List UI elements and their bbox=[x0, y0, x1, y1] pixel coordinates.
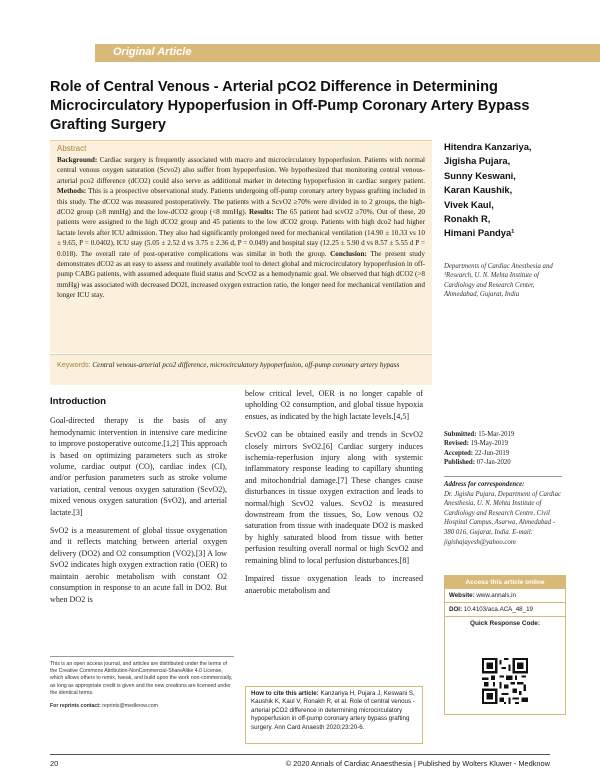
license-note bbox=[50, 656, 234, 710]
body-paragraph: below critical level, OER is no longer capable of upholding O2 consumption, and global tissue hypoxia ensues, as indicated by the high lactate levels.[4,5] bbox=[245, 389, 423, 421]
website-label: Website: bbox=[449, 592, 475, 599]
qr-code-icon[interactable] bbox=[482, 658, 528, 704]
results-label: Results: bbox=[248, 208, 274, 217]
background-text: Cardiac surgery is frequently associated with macro and microcirculatory hypoperfusion. Patients with normal central venous oxygen saturation (Scvo2) also suffer from hypoperfusion. We hypothesized that monitoring central venous-arterial pco2 difference (dCO2) could also serve as additional marker in detecting hypoperfusion in cardiac surgery patient. bbox=[57, 156, 426, 185]
author-name: Ronakh R, bbox=[444, 213, 491, 225]
reprints-line bbox=[50, 703, 234, 710]
abstract-box bbox=[50, 140, 432, 353]
article-type-label: Original Article bbox=[113, 46, 192, 58]
doi-line bbox=[445, 603, 565, 617]
correspondence-text: Dr. Jigisha Pujara, Department of Cardiac Anesthesia, U. N. Mehta Institute of Cardiology and Research Centre, Civil Hospital Campus, Asarwa, Ahmedabad - 380 016, Gujarat, India. E-mail: jigishajayesh@yahoo.com bbox=[444, 490, 561, 546]
body-column-right bbox=[245, 388, 423, 603]
author-name: Himani Pandya¹ bbox=[444, 227, 515, 239]
author-name: Sunny Keswani, bbox=[444, 169, 516, 181]
page-footer bbox=[50, 754, 550, 768]
submitted-label: Submitted: bbox=[444, 431, 477, 438]
abstract-heading: Abstract bbox=[57, 144, 87, 153]
how-to-cite-label: How to cite this article: bbox=[251, 690, 319, 697]
website-link[interactable]: www.annals.in bbox=[476, 592, 516, 599]
doi-link[interactable]: 10.4103/aca.ACA_48_19 bbox=[463, 606, 533, 613]
methods-text: This is a prospective observational study. Patients undergoing off-pump coronary artery bypass grafting included in this study. The dCO2 was measured postoperatively. The patients with a ScvO2 ≥70% were divided in to 2 groups, the high-dCO2 group (≥8 mmHg) and the low-dCO2 group (<8 mmHg). bbox=[57, 187, 425, 217]
article-type-banner bbox=[95, 44, 600, 62]
keywords-label: Keywords: bbox=[57, 360, 91, 369]
qr-label: Quick Response Code: bbox=[470, 620, 540, 627]
author-name: Jigisha Pujara, bbox=[444, 155, 511, 167]
conclusion-text: The present study demonstrates dCO2 as an easy to assess and routinely available tool to detect global and microcirculatory hypoperfusion in off-pump CABG patients, with assumed adequate fluid status and ScvO2 as a hemodynamic goal. We observed that high dCO2 (>8 mmHg) was associated with decreased DO2I, increased oxygen extraction ratio, the longer need for mechanical ventilation and longer ICU stay. bbox=[57, 249, 425, 300]
reprints-email[interactable]: reprints@medknow.com bbox=[102, 703, 158, 710]
page-number: 20 bbox=[50, 759, 59, 768]
revised-label: Revised: bbox=[444, 440, 469, 448]
body-paragraph: Impaired tissue oxygenation leads to increased anaerobic metabolism and bbox=[245, 574, 423, 595]
how-to-cite-box bbox=[245, 686, 423, 744]
copyright-text: © 2020 Annals of Cardiac Anaesthesia | Published by Wolters Kluwer - Medknow bbox=[285, 759, 550, 768]
results-text: The 65 patient had scvO2 ≥70%. Out of these, 20 patients were assigned to the high dCO2 group and 45 patients to the low dCO2 group. Patients with high dco2 had higher lactate levels after ICU admission. They also had significantly prolonged need for mechanical ventilation (14.90 ± 10.33 vs 10 ± 9.65, P = 0.0402), ICU stay (5.05 ± 2.52 d vs 3.75 ± 2.36 d, P = 0.049) and hospital stay (12.25 ± 5.90 d vs 8.57 ± 5.55 d P = 0.018). The overall rate of post-operative complications was similar in both the group. bbox=[57, 208, 426, 258]
background-label: Background: bbox=[57, 156, 98, 164]
doi-label: DOI: bbox=[449, 606, 463, 613]
correspondence-label: Address for correspondence: bbox=[444, 481, 525, 488]
revised-date: 19-May-2019 bbox=[470, 440, 509, 448]
reprints-label: For reprints contact: bbox=[50, 703, 101, 710]
author-list bbox=[444, 140, 564, 241]
body-paragraph: Goal-directed therapy is the basis of any hemodynamic intervention in intensive care medicine to improve postoperative outcome.[1,2] This approach is based on optimizing parameters such as stroke volume, cardiac output (CO), cardiac index (CI), and/or perfusion parameters such as stroke volume variation, central venous oxygen saturation (ScvO2), mixed venous oxygen saturation (SvO2), and arterial lactate.[3] bbox=[50, 416, 227, 517]
website-line bbox=[445, 589, 565, 603]
article-dates bbox=[444, 430, 564, 468]
how-to-cite-text: Kanzariya H, Pujara J, Keswani S, Kaushik K, Kaul V, Ronakh R, et al. Role of central venous - arterial pCO2 difference in determining microcirculatory hypoperfusion in off-pump coronary artery bypass grafting surgery. Ann Card Anaesth 2020;23:20-6. bbox=[251, 690, 415, 731]
access-online-box bbox=[444, 575, 566, 715]
methods-label: Methods: bbox=[57, 187, 87, 196]
author-name: Hitendra Kanzariya, bbox=[444, 141, 532, 152]
published-label: Published: bbox=[444, 459, 475, 467]
accepted-date: 22-Jun-2019 bbox=[474, 449, 510, 457]
license-text: This is an open access journal, and articles are distributed under the terms of the Creative Commons Attribution-NonCommercial-ShareAlike 4.0 License, which allows others to remix, tweak, and build upon the work non-commercially, as long as appropriate credit is given and the new creations are licensed under the identical terms. bbox=[50, 661, 233, 696]
published-date: 07-Jan-2020 bbox=[476, 459, 511, 467]
body-paragraph: ScvO2 can be obtained easily and trends in ScvO2 closely mirrors SvO2.[6] Cardiac surgery induces ischemia-reperfusion injury along with systemic inflammatory response leading to capillary shunting and mitochondrial damage.[7] These changes cause disturbances in tissue oxygen extraction and leads to normal/high ScvO2 values. ScvO2 is measured downstream from the tissues, So, Low venous O2 saturation from tissue with inadequate DO2 is masked by highly saturated blood from tissue with better perfusion resulting overall normal or high ScvO2 and remaining blind to local perfusion disturbances.[8] bbox=[245, 430, 423, 565]
body-column-left bbox=[50, 396, 227, 612]
introduction-heading: Introduction bbox=[50, 396, 106, 407]
correspondence-block bbox=[444, 476, 562, 547]
article-title: Role of Central Venous - Arterial pCO2 Difference in Determining Microcirculatory Hypoperfusion in Off-Pump Coronary Artery Bypass Grafting Surgery bbox=[50, 79, 530, 133]
submitted-date: 15-Mar-2019 bbox=[478, 431, 515, 438]
author-affiliation: Departments of Cardiac Anesthesia and ¹Research, U. N. Mehta Institute of Cardiology and Research Center, Ahmedabad, Gujarat, India bbox=[444, 263, 553, 299]
keywords-text: Central venous-arterial pco2 difference, microcirculatory hypoperfusion, off-pump coronary artery bypass bbox=[92, 361, 400, 369]
keywords-box bbox=[50, 354, 432, 385]
access-heading: Access this article online bbox=[445, 576, 565, 589]
accepted-label: Accepted: bbox=[444, 449, 474, 457]
abstract-body bbox=[57, 155, 425, 301]
conclusion-label: Conclusion: bbox=[330, 249, 367, 258]
body-paragraph: SvO2 is a measurement of global tissue oxygenation and it reflects matching between arterial oxygen delivery (DO2) and O2 consumption (VO2).[3] A low SvO2 indicates high oxygen extraction ratio (OER) to maintain aerobic metabolism with constant O2 consumption in response to an acute fall in DO2. But when DO2 is bbox=[50, 526, 227, 604]
author-name: Karan Kaushik, bbox=[444, 184, 513, 196]
author-name: Vivek Kaul, bbox=[444, 198, 494, 210]
